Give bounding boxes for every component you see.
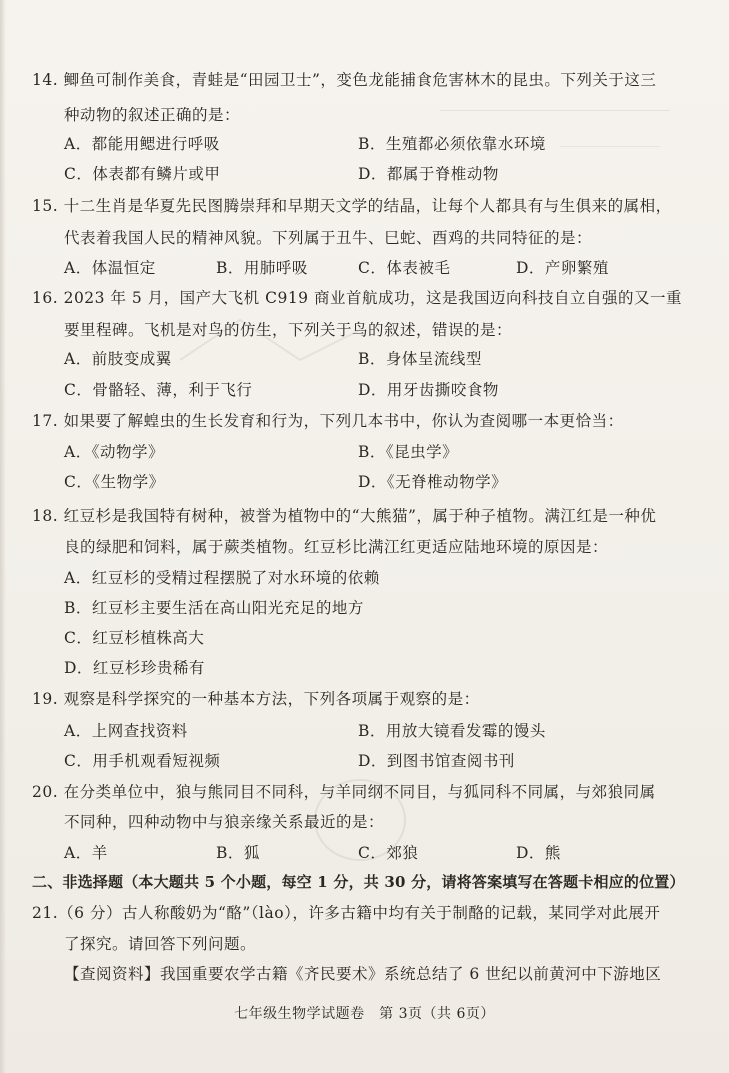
q17-option-b: B．《昆虫学》: [358, 443, 459, 461]
q20-stem-cont: 不同种，四种动物中与狼亲缘关系最近的是：: [64, 813, 385, 831]
q15-stem: 15. 十二生肖是华夏先民图腾崇拜和早期天文学的结晶，让每个人都具有与生俱来的属相，: [32, 197, 672, 215]
q18-option-c: C．红豆杉植株高大: [64, 629, 205, 647]
bleed-through-marks: [560, 132, 660, 147]
q15-option-b: B．用肺呼吸: [216, 259, 308, 277]
q15-option-a: A．体温恒定: [64, 259, 156, 277]
q16-option-a: A．前肢变成翼: [64, 350, 172, 368]
q19-option-a: A．上网查找资料: [64, 722, 188, 740]
q18-option-b: B．红豆杉主要生活在高山阳光充足的地方: [64, 599, 364, 617]
q19-stem: 19. 观察是科学探究的一种基本方法，下列各项属于观察的是：: [32, 690, 480, 708]
q19-option-c: C．用手机观看短视频: [64, 752, 221, 770]
q15-option-d: D．产卵繁殖: [516, 259, 609, 277]
q20-option-a: A．羊: [64, 844, 108, 862]
q17-option-c: C．《生物学》: [64, 473, 165, 491]
q14-option-c: C．体表都有鳞片或甲: [64, 165, 221, 183]
q18-stem-cont: 良的绿肥和饲料，属于蕨类植物。红豆杉比满江红更适应陆地环境的原因是：: [64, 538, 609, 556]
q18-stem: 18. 红豆杉是我国特有树种，被誉为植物中的“大熊猫”，属于种子植物。满江红是一种优: [32, 507, 657, 525]
q18-option-a: A．红豆杉的受精过程摆脱了对水环境的依赖: [64, 569, 380, 587]
page-edge-shadow: [0, 0, 6, 1073]
q19-option-b: B．用放大镜看发霉的馒头: [358, 722, 546, 740]
q20-option-c: C．郊狼: [358, 844, 419, 862]
page-footer: 七年级生物学试题卷 第 3页（共 6页）: [234, 1006, 495, 1022]
q16-option-d: D．用牙齿撕咬食物: [358, 381, 499, 399]
q18-option-d: D．红豆杉珍贵稀有: [64, 659, 205, 677]
q16-stem: 16. 2023 年 5 月，国产大飞机 C919 商业首航成功，这是我国迈向科技自立自强的又一重: [32, 289, 682, 307]
q14-option-a: A．都能用鳃进行呼吸: [64, 135, 220, 153]
q15-stem-cont: 代表着我国人民的精神风貌。下列属于丑牛、巳蛇、酉鸡的共同特征的是：: [64, 229, 593, 247]
bleed-through-marks: [440, 96, 670, 111]
q16-stem-cont: 要里程碑。飞机是对鸟的仿生，下列关于鸟的叙述，错误的是：: [64, 321, 513, 339]
q20-option-d: D．熊: [516, 844, 561, 862]
q16-option-b: B．身体呈流线型: [358, 350, 482, 368]
q21-stem-cont: 了探究。请回答下列问题。: [64, 935, 257, 953]
q14-stem: 14. 鲫鱼可制作美食，青蛙是“田园卫士”，变色龙能捕食危害林木的昆虫。下列关于这三: [32, 71, 657, 89]
q16-option-c: C．骨骼轻、薄，利于飞行: [64, 381, 253, 399]
q21-stem: 21.（6 分）古人称酸奶为“酪”（lào），许多古籍中均有关于制酪的记载，某同学对此展开: [32, 904, 661, 922]
q17-option-a: A．《动物学》: [64, 443, 164, 461]
q14-option-d: D．都属于脊椎动物: [358, 165, 499, 183]
q14-option-b: B．生殖都必须依靠水环境: [358, 135, 546, 153]
q14-stem-cont: 种动物的叙述正确的是：: [64, 106, 241, 124]
q21-resource: 【查阅资料】我国重要农学古籍《齐民要术》系统总结了 6 世纪以前黄河中下游地区: [64, 965, 662, 983]
q20-option-b: B．狐: [216, 844, 260, 862]
q20-stem: 20. 在分类单位中，狼与熊同目不同科，与羊同纲不同目，与狐同科不同属，与郊狼同属: [32, 783, 656, 801]
section-heading: 二、非选择题（本大题共 5 个小题，每空 1 分，共 30 分，请将答案填写在答题卡相应的位置）: [32, 873, 685, 891]
q19-option-d: D．到图书馆查阅书刊: [358, 752, 515, 770]
q17-option-d: D．《无脊椎动物学》: [358, 473, 508, 491]
q17-stem: 17. 如果要了解蝗虫的生长发育和行为，下列几本书中，你认为查阅哪一本更恰当：: [32, 412, 624, 430]
q15-option-c: C．体表被毛: [358, 259, 451, 277]
